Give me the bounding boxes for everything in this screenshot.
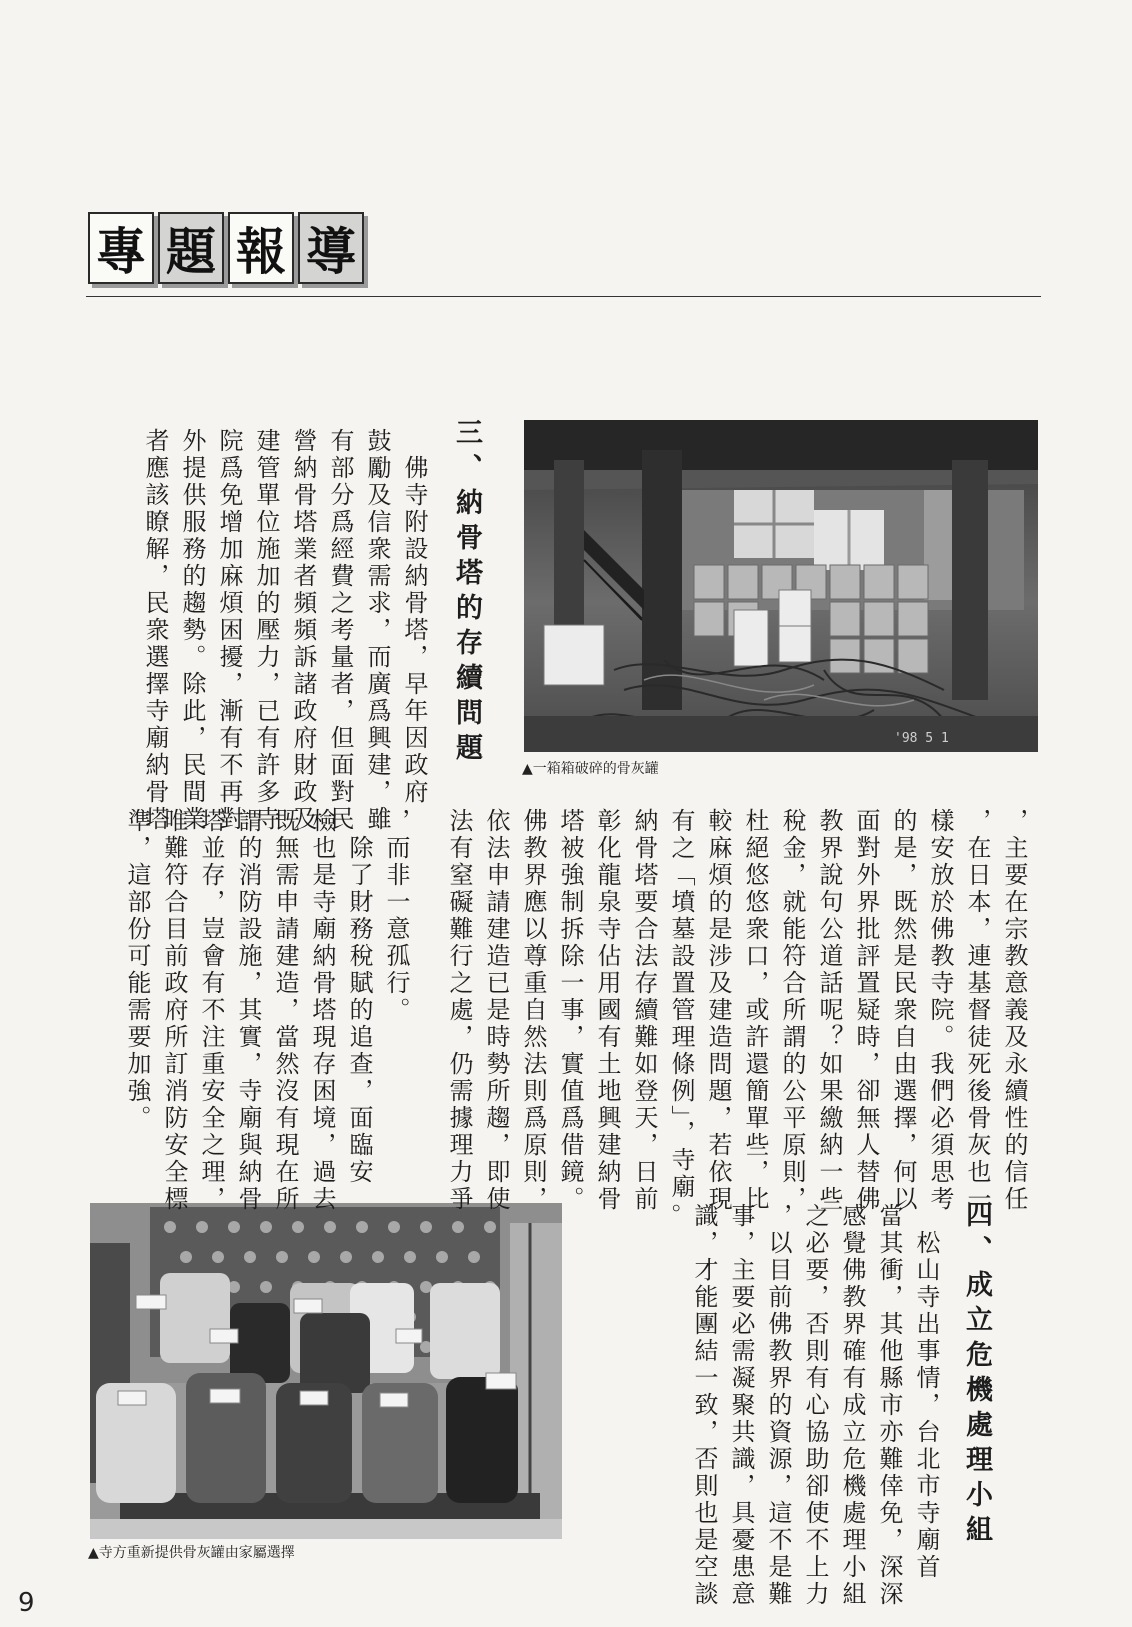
section3-line-8: 者應該瞭解，民衆選擇寺廟納骨塔 [141,428,169,833]
section3-line-3: 有部分爲經費之考量者，但面對民 [326,428,354,833]
middle-line-3: 樣安放於佛教寺院。我們必須思考 [926,808,954,1213]
photo1-caption: ▲一箱箱破碎的骨灰罐 [522,761,659,777]
middle-line-16: 法有窒礙難行之處，仍需據理力爭 [445,808,473,1213]
middle-line-8: 杜絕悠悠衆口，或許還簡單些，比 [741,808,769,1213]
section4-line-2: 當其衝，其他縣市亦難倖免，深深 [875,1203,903,1608]
middle-line-17: ，而非一意孤行。 [382,808,410,1024]
middle-line-7: 稅金，就能符合所謂的公平原則， [778,808,806,1213]
section4-line-8: 。 [653,1203,681,1230]
photo-broken-urns [524,420,1038,752]
middle-line-12: 彰化龍泉寺佔用國有土地興建納骨 [593,808,621,1213]
section3-line-4: 營納骨塔業者頻頻訴諸政府財政及 [289,428,317,833]
page-number: 9 [18,1588,35,1618]
middle-line-19: 檢也是寺廟納骨塔現存困境，過去 [308,808,336,1213]
middle-line-2: ，在日本，連基督徒死後骨灰也一 [963,808,991,1213]
middle-line-24: 準，這部份可能需要加強。 [123,808,151,1132]
header-char-4: 導 [298,212,364,284]
middle-line-6: 教界說句公道話呢？如果繳納一些 [815,808,843,1213]
photo2-caption: ▲寺方重新提供骨灰罐由家屬選擇 [88,1545,295,1561]
section3-heading: 三、納骨塔的存續問題 [451,418,482,768]
middle-line-15: 依法申請建造已是時勢所趨，即使 [482,808,510,1213]
section4-line-6: 事，主要必需凝聚共識，具憂患意 [727,1203,755,1608]
header-char-1: 專 [88,212,154,284]
section3-line-2: 鼓勵及信衆需求，而廣爲興建，雖 [363,428,391,833]
section3-line-6: 院爲免增加麻煩困擾，漸有不再對 [215,428,243,833]
photo-new-urns [90,1203,562,1539]
photo-date-stamp: '98 5 1 [894,731,949,746]
section4-line-7: 識，才能團結一致，否則也是空談 [690,1203,718,1608]
middle-line-18: 除了財務稅賦的追查，面臨安 [345,808,373,1186]
section3-line-5: 建管單位施加的壓力，已有許多寺 [252,428,280,833]
header-char-2: 題 [158,212,224,284]
section4-heading: 四、成立危機處理小組 [961,1200,992,1550]
middle-line-11: 納骨塔要合法存續難如登天，日前 [630,808,658,1213]
middle-line-4: 的是，既然是民衆自由選擇，何以 [889,808,917,1213]
middle-line-13: 塔被強制拆除一事，實值爲借鏡。 [556,808,584,1213]
middle-line-10: 有之「墳墓設置管理條例」，寺廟 [667,808,695,1201]
middle-line-23: 唯難符合目前政府所訂消防安全標 [160,808,188,1213]
middle-line-5: 面對外界批評置疑時，卻無人替佛 [852,808,880,1213]
section3-line-1: 佛寺附設納骨塔，早年因政府 [400,428,428,806]
header-char-3: 報 [228,212,294,284]
middle-line-1: ，主要在宗教意義及永續性的信任 [1000,808,1028,1213]
section4-line-3: 感覺佛教界確有成立危機處理小組 [838,1203,866,1608]
middle-line-22: 塔並存，豈會有不注重安全之理， [197,808,225,1213]
middle-line-9: 較麻煩的是涉及建造問題，若依現 [704,808,732,1213]
middle-line-21: 謂的消防設施，其實，寺廟與納骨 [234,808,262,1213]
section3-line-7: 外提供服務的趨勢。除此，民間業 [178,428,206,833]
middle-line-14: 佛教界應以尊重自然法則爲原則， [519,808,547,1213]
header-rule [86,296,1041,297]
section4-line-4: 之必要，否則有心協助卻使不上力 [801,1203,829,1608]
section4-line-1: 松山寺出事情，台北市寺廟首 [912,1203,940,1581]
middle-line-20: 既無需申請建造，當然沒有現在所 [271,808,299,1213]
section4-line-5: ，以目前佛教界的資源，這不是難 [764,1203,792,1608]
